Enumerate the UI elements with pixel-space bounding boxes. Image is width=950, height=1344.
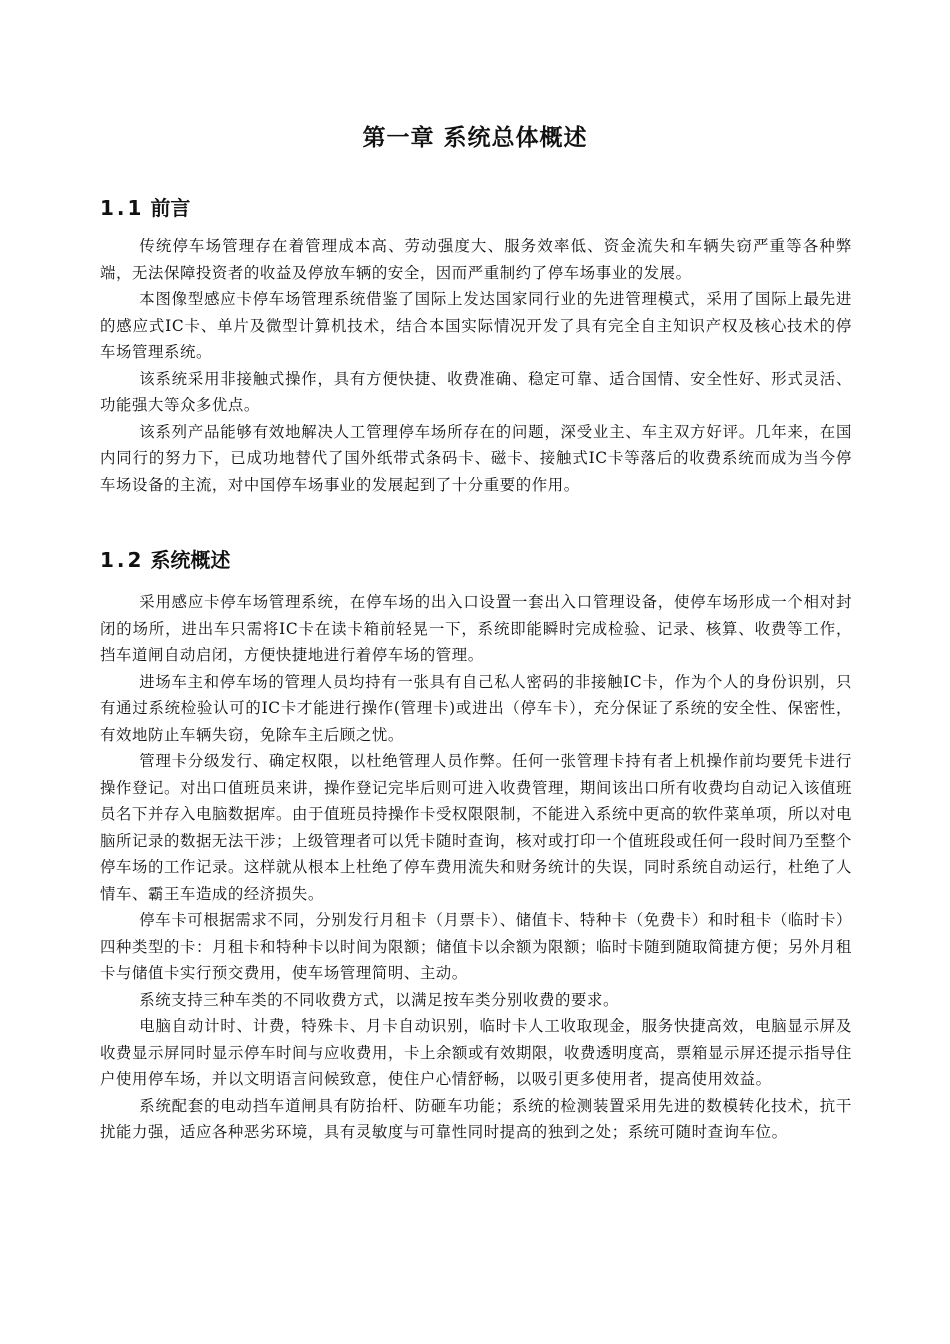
section-number: 1.2 — [100, 548, 145, 572]
paragraph: 电脑自动计时、计费，特殊卡、月卡自动识别，临时卡人工收取现金，服务快捷高效，电脑显示屏及收费显示屏同时显示停车时间与应收费用，卡上余额或有效期限，收费透明度高，票箱显示屏还提示指导住户使用停车场，并以文明语言问候致意，使住户心情舒畅，以吸引更多使用者，提高使用效益。 — [100, 1017, 852, 1088]
section-body-foreword — [100, 233, 852, 498]
section-body-system-overview — [100, 589, 852, 1146]
paragraph: 本图像型感应卡停车场管理系统借鉴了国际上发达国家同行业的先进管理模式，采用了国际上最先进的感应式IC卡、单片及微型计算机技术，结合本国实际情况开发了具有完全自主知识产权及核心技术的停车场管理系统。 — [100, 290, 852, 361]
section-number: 1.1 — [100, 196, 145, 220]
chapter-title: 第一章 系统总体概述 — [362, 125, 588, 151]
paragraph: 传统停车场管理存在着管理成本高、劳动强度大、服务效率低、资金流失和车辆失窃严重等各种弊端，无法保障投资者的收益及停放车辆的安全，因而严重制约了停车场事业的发展。 — [100, 237, 852, 282]
paragraph: 系统支持三种车类的不同收费方式，以满足按车类分别收费的要求。 — [139, 990, 619, 1009]
paragraph: 该系统采用非接触式操作，具有方便快捷、收费准确、稳定可靠、适合国情、安全性好、形式灵活、功能强大等众多优点。 — [100, 369, 852, 414]
paragraph: 该系列产品能够有效地解决人工管理停车场所存在的问题，深受业主、车主双方好评。几年来，在国内同行的努力下，已成功地替代了国外纸带式条码卡、磁卡、接触式IC卡等落后的收费系统而成为当今停车场设备的主流，对中国停车场事业的发展起到了十分重要的作用。 — [100, 422, 852, 494]
section-heading-system-overview — [100, 546, 860, 574]
paragraph: 系统配套的电动挡车道闸具有防抬杆、防砸车功能；系统的检测装置采用先进的数模转化技术，抗干扰能力强，适应各种恶劣环境，具有灵敏度与可靠性同时提高的独到之处；系统可随时查询车位。 — [100, 1096, 852, 1141]
paragraph: 进场车主和停车场的管理人员均持有一张具有自己私人密码的非接触IC卡，作为个人的身份识别，只有通过系统检验认可的IC卡才能进行操作(管理卡)或进出（停车卡），充分保证了系统的安全性、保密性，有效地防止车辆失窃，免除车主后顾之忧。 — [100, 672, 852, 744]
section-heading-text: 系统概述 — [150, 548, 231, 572]
paragraph: 管理卡分级发行、确定权限，以杜绝管理人员作弊。任何一张管理卡持有者上机操作前均要凭卡进行操作登记。对出口值班员来讲，操作登记完毕后则可进入收费管理，期间该出口所有收费均自动记入该值班员名下并存入电脑数据库。由于值班员持操作卡受权限限制，不能进入系统中更高的软件菜单项，所以对电脑所记录的数据无法干涉；上级管理者可以凭卡随时查询，核对或打印一个值班段或任何一段时间乃至整个停车场的工作记录。这样就从根本上杜绝了停车费用流失和财务统计的失误，同时系统自动运行，杜绝了人情车、霸王车造成的经济损失。 — [100, 752, 852, 903]
paragraph: 采用感应卡停车场管理系统，在停车场的出入口设置一套出入口管理设备，使停车场形成一个相对封闭的场所，进出车只需将IC卡在读卡箱前轻晃一下，系统即能瞬时完成检验、记录、核算、收费等工作，挡车道闸自动启闭，方便快捷地进行着停车场的管理。 — [100, 593, 852, 664]
section-heading-foreword — [100, 194, 860, 222]
paragraph: 停车卡可根据需求不同，分别发行月租卡（月票卡）、储值卡、特种卡（免费卡）和时租卡（临时卡）四种类型的卡：月租卡和特种卡以时间为限额；储值卡以余额为限额；临时卡随到随取简捷方便；另外月租卡与储值卡实行预交费用，使车场管理简明、主动。 — [100, 911, 852, 982]
section-heading-text: 前言 — [150, 196, 191, 220]
